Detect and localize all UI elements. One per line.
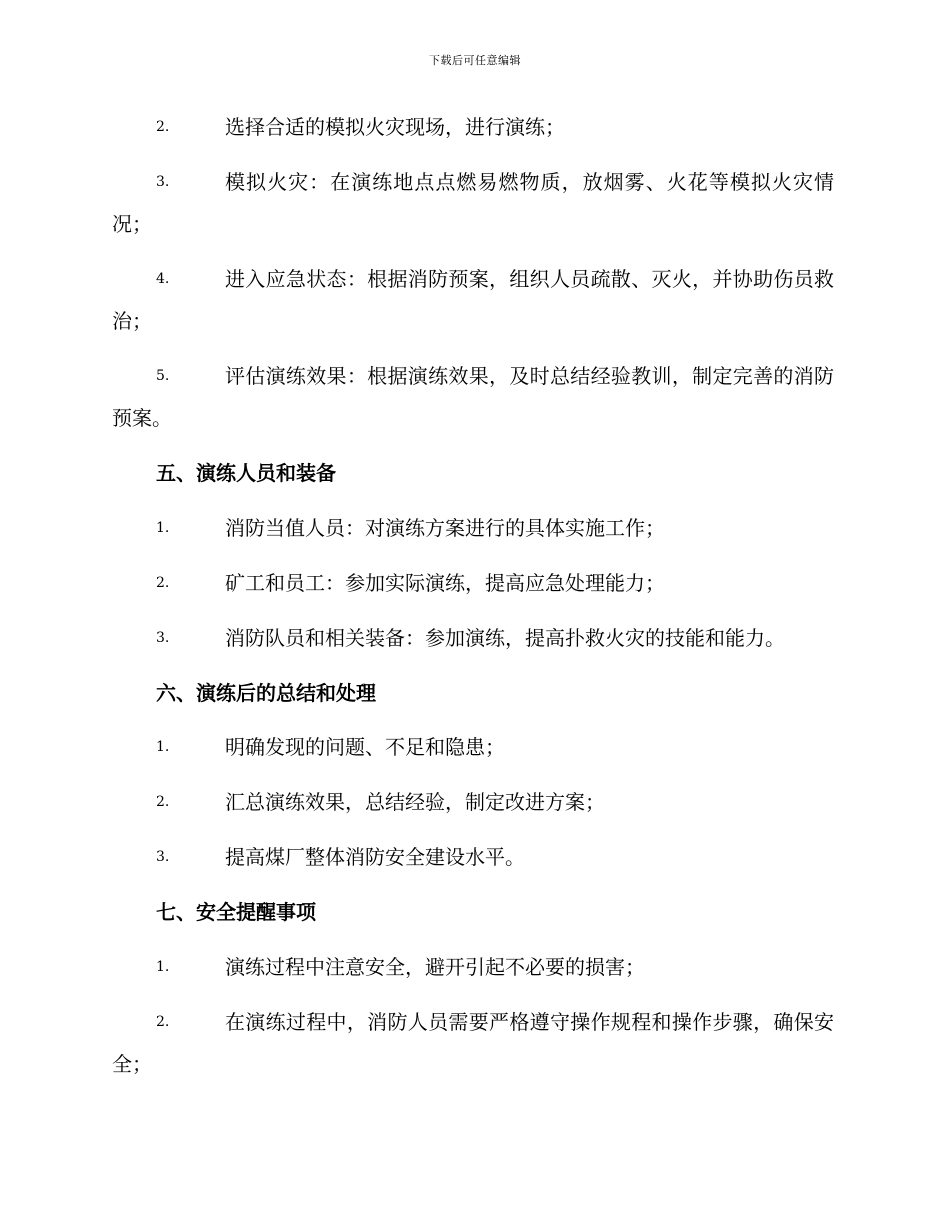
list-item: [112, 946, 834, 988]
list-item: [112, 161, 834, 245]
list-item: [112, 781, 834, 823]
list-number: 4.: [156, 271, 170, 287]
list-text: 评估演练效果：根据演练效果，及时总结经验教训，制定完善的消防预案。: [112, 364, 834, 430]
list-item: [112, 355, 834, 439]
section-heading: 七、安全提醒事项: [156, 900, 316, 924]
list-number: 3.: [156, 174, 170, 190]
list-item: [112, 562, 834, 604]
section-heading: 六、演练后的总结和处理: [156, 681, 376, 705]
list-item: [112, 1001, 834, 1085]
list-text: 矿工和员工：参加实际演练，提高应急处理能力；: [225, 571, 665, 595]
list-item: [112, 258, 834, 342]
list-item: [112, 726, 834, 768]
list-number: 2.: [156, 794, 170, 810]
list-item: [112, 507, 834, 549]
list-number: 1.: [156, 739, 170, 755]
list-text: 在演练过程中，消防人员需要严格遵守操作规程和操作步骤，确保安全；: [112, 1010, 834, 1076]
list-text: 消防队员和相关装备：参加演练，提高扑救火灾的技能和能力。: [225, 626, 785, 650]
list-text: 提高煤厂整体消防安全建设水平。: [225, 845, 525, 869]
list-number: 2.: [156, 1014, 170, 1030]
list-number: 2.: [156, 575, 170, 591]
list-text: 汇总演练效果，总结经验，制定改进方案；: [225, 790, 605, 814]
list-number: 1.: [156, 520, 170, 536]
list-item: [112, 617, 834, 659]
list-item: [112, 106, 834, 148]
list-number: 3.: [156, 630, 170, 646]
list-text: 进入应急状态：根据消防预案，组织人员疏散、灭火，并协助伤员救治；: [112, 267, 834, 333]
list-number: 2.: [156, 119, 170, 135]
list-text: 选择合适的模拟火灾现场，进行演练；: [225, 115, 565, 139]
list-text: 消防当值人员：对演练方案进行的具体实施工作；: [225, 516, 665, 540]
list-number: 5.: [156, 368, 170, 384]
page-header: 下载后可任意编辑: [429, 54, 521, 67]
section-heading: 五、演练人员和装备: [156, 461, 336, 485]
list-text: 演练过程中注意安全，避开引起不必要的损害；: [225, 955, 645, 979]
list-text: 明确发现的问题、不足和隐患；: [225, 735, 505, 759]
list-item: [112, 836, 834, 878]
list-text: 模拟火灾：在演练地点点燃易燃物质，放烟雾、火花等模拟火灾情况；: [112, 170, 834, 236]
list-number: 1.: [156, 959, 170, 975]
list-number: 3.: [156, 849, 170, 865]
